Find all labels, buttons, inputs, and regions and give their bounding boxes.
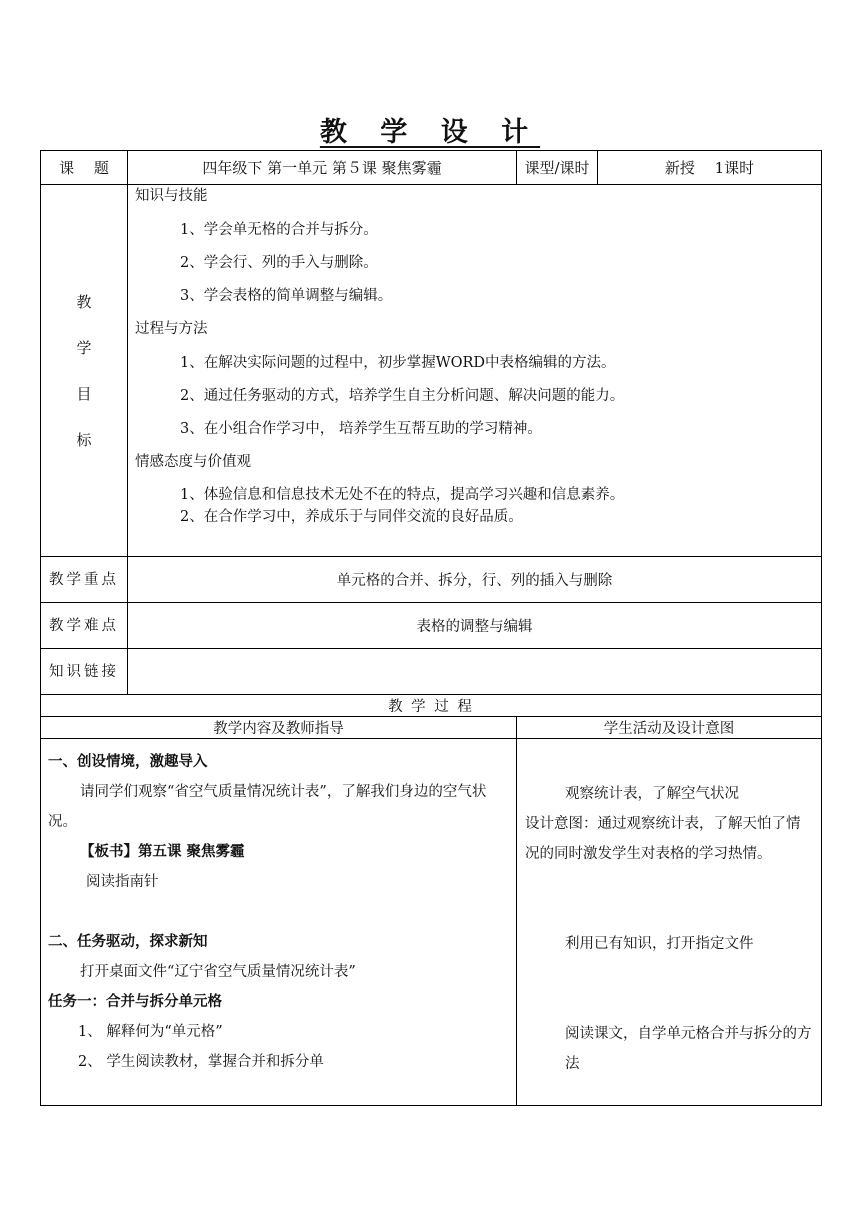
teacher-guidance-cell [41,739,517,1106]
process-item: 2、通过任务驱动的方式，培养学生自主分析问题、解决问题的能力。 [180,388,625,404]
links-row [41,649,822,695]
task-1-item: 2、 学生阅读教材，掌握合并和拆分单 [78,1054,324,1070]
focus-value: 单元格的合并、拆分，行、列的插入与删除 [128,557,822,603]
process-item: 1、在解决实际问题的过程中，初步掌握WORD中表格编辑的方法。 [180,355,616,371]
activity-self-study: 阅读课文，自学单元格合并与拆分的方法 [565,1026,812,1072]
knowledge-item: 1、学会单无格的合并与拆分。 [180,222,378,238]
lesson-plan-table [40,150,822,1106]
links-label: 知识链接 [41,649,128,695]
activity-observe: 观察统计表，了解空气状况 [565,786,739,802]
process-body-row [41,739,822,1106]
attitude-item: 1、体验信息和信息技术无处不在的特点，提高学习兴趣和信息素养。 [180,487,625,503]
reading-note: 阅读指南针 [86,874,159,890]
links-value [128,649,822,695]
section-2-text: 打开桌面文件“辽宁省空气质量情况统计表” [80,964,356,980]
section-1-title: 一、创设情境，激趣导入 [48,753,208,770]
difficulty-label: 教学难点 [41,603,128,649]
design-intent: 设计意图：通过观察统计表，了解天怕了情况的同时激发学生对表格的学习热情。 [525,816,801,862]
attitude-item: 2、在合作学习中，养成乐于与同伴交流的良好品质。 [180,509,523,525]
student-activity-cell [517,739,822,1106]
difficulty-value: 表格的调整与编辑 [128,603,822,649]
objectives-content [128,185,822,557]
column-header-right: 学生活动及设计意图 [517,717,822,739]
process-columns-row [41,717,822,739]
objectives-row [41,185,822,557]
knowledge-item: 2、学会行、列的手入与删除。 [180,255,378,271]
task-1-title: 任务一：合并与拆分单元格 [48,993,222,1010]
process-title-row [41,695,822,717]
header-row [41,151,822,185]
objectives-label: 教 学 目 标 [41,185,128,557]
board-note: 【板书】第五课 聚焦雾霾 [80,843,245,860]
type-value: 新授 1课时 [598,151,822,185]
document-title: 教 学 设 计 [319,117,541,148]
section-2-title: 二、任务驱动，探求新知 [48,933,208,950]
process-title: 过程与方法 [135,321,208,337]
section-1-text: 请同学们观察“省空气质量情况统计表”，了解我们身边的空气状况。 [48,784,487,830]
process-title: 教 学 过 程 [41,695,822,717]
focus-label: 教学重点 [41,557,128,603]
difficulty-row [41,603,822,649]
knowledge-title: 知识与技能 [135,188,208,204]
focus-row [41,557,822,603]
activity-open-file: 利用已有知识，打开指定文件 [565,936,754,952]
attitude-title: 情感态度与价值观 [135,454,251,470]
topic-label: 课 题 [41,151,128,185]
column-header-left: 教学内容及教师指导 [41,717,517,739]
process-item: 3、在小组合作学习中， 培养学生互帮互助的学习精神。 [180,421,542,437]
task-1-item: 1、 解释何为“单元格” [78,1024,223,1040]
topic-value: 四年级下 第一单元 第５课 聚焦雾霾 [128,151,517,185]
knowledge-item: 3、学会表格的简单调整与编辑。 [180,288,393,304]
type-label: 课型/课时 [517,151,598,185]
